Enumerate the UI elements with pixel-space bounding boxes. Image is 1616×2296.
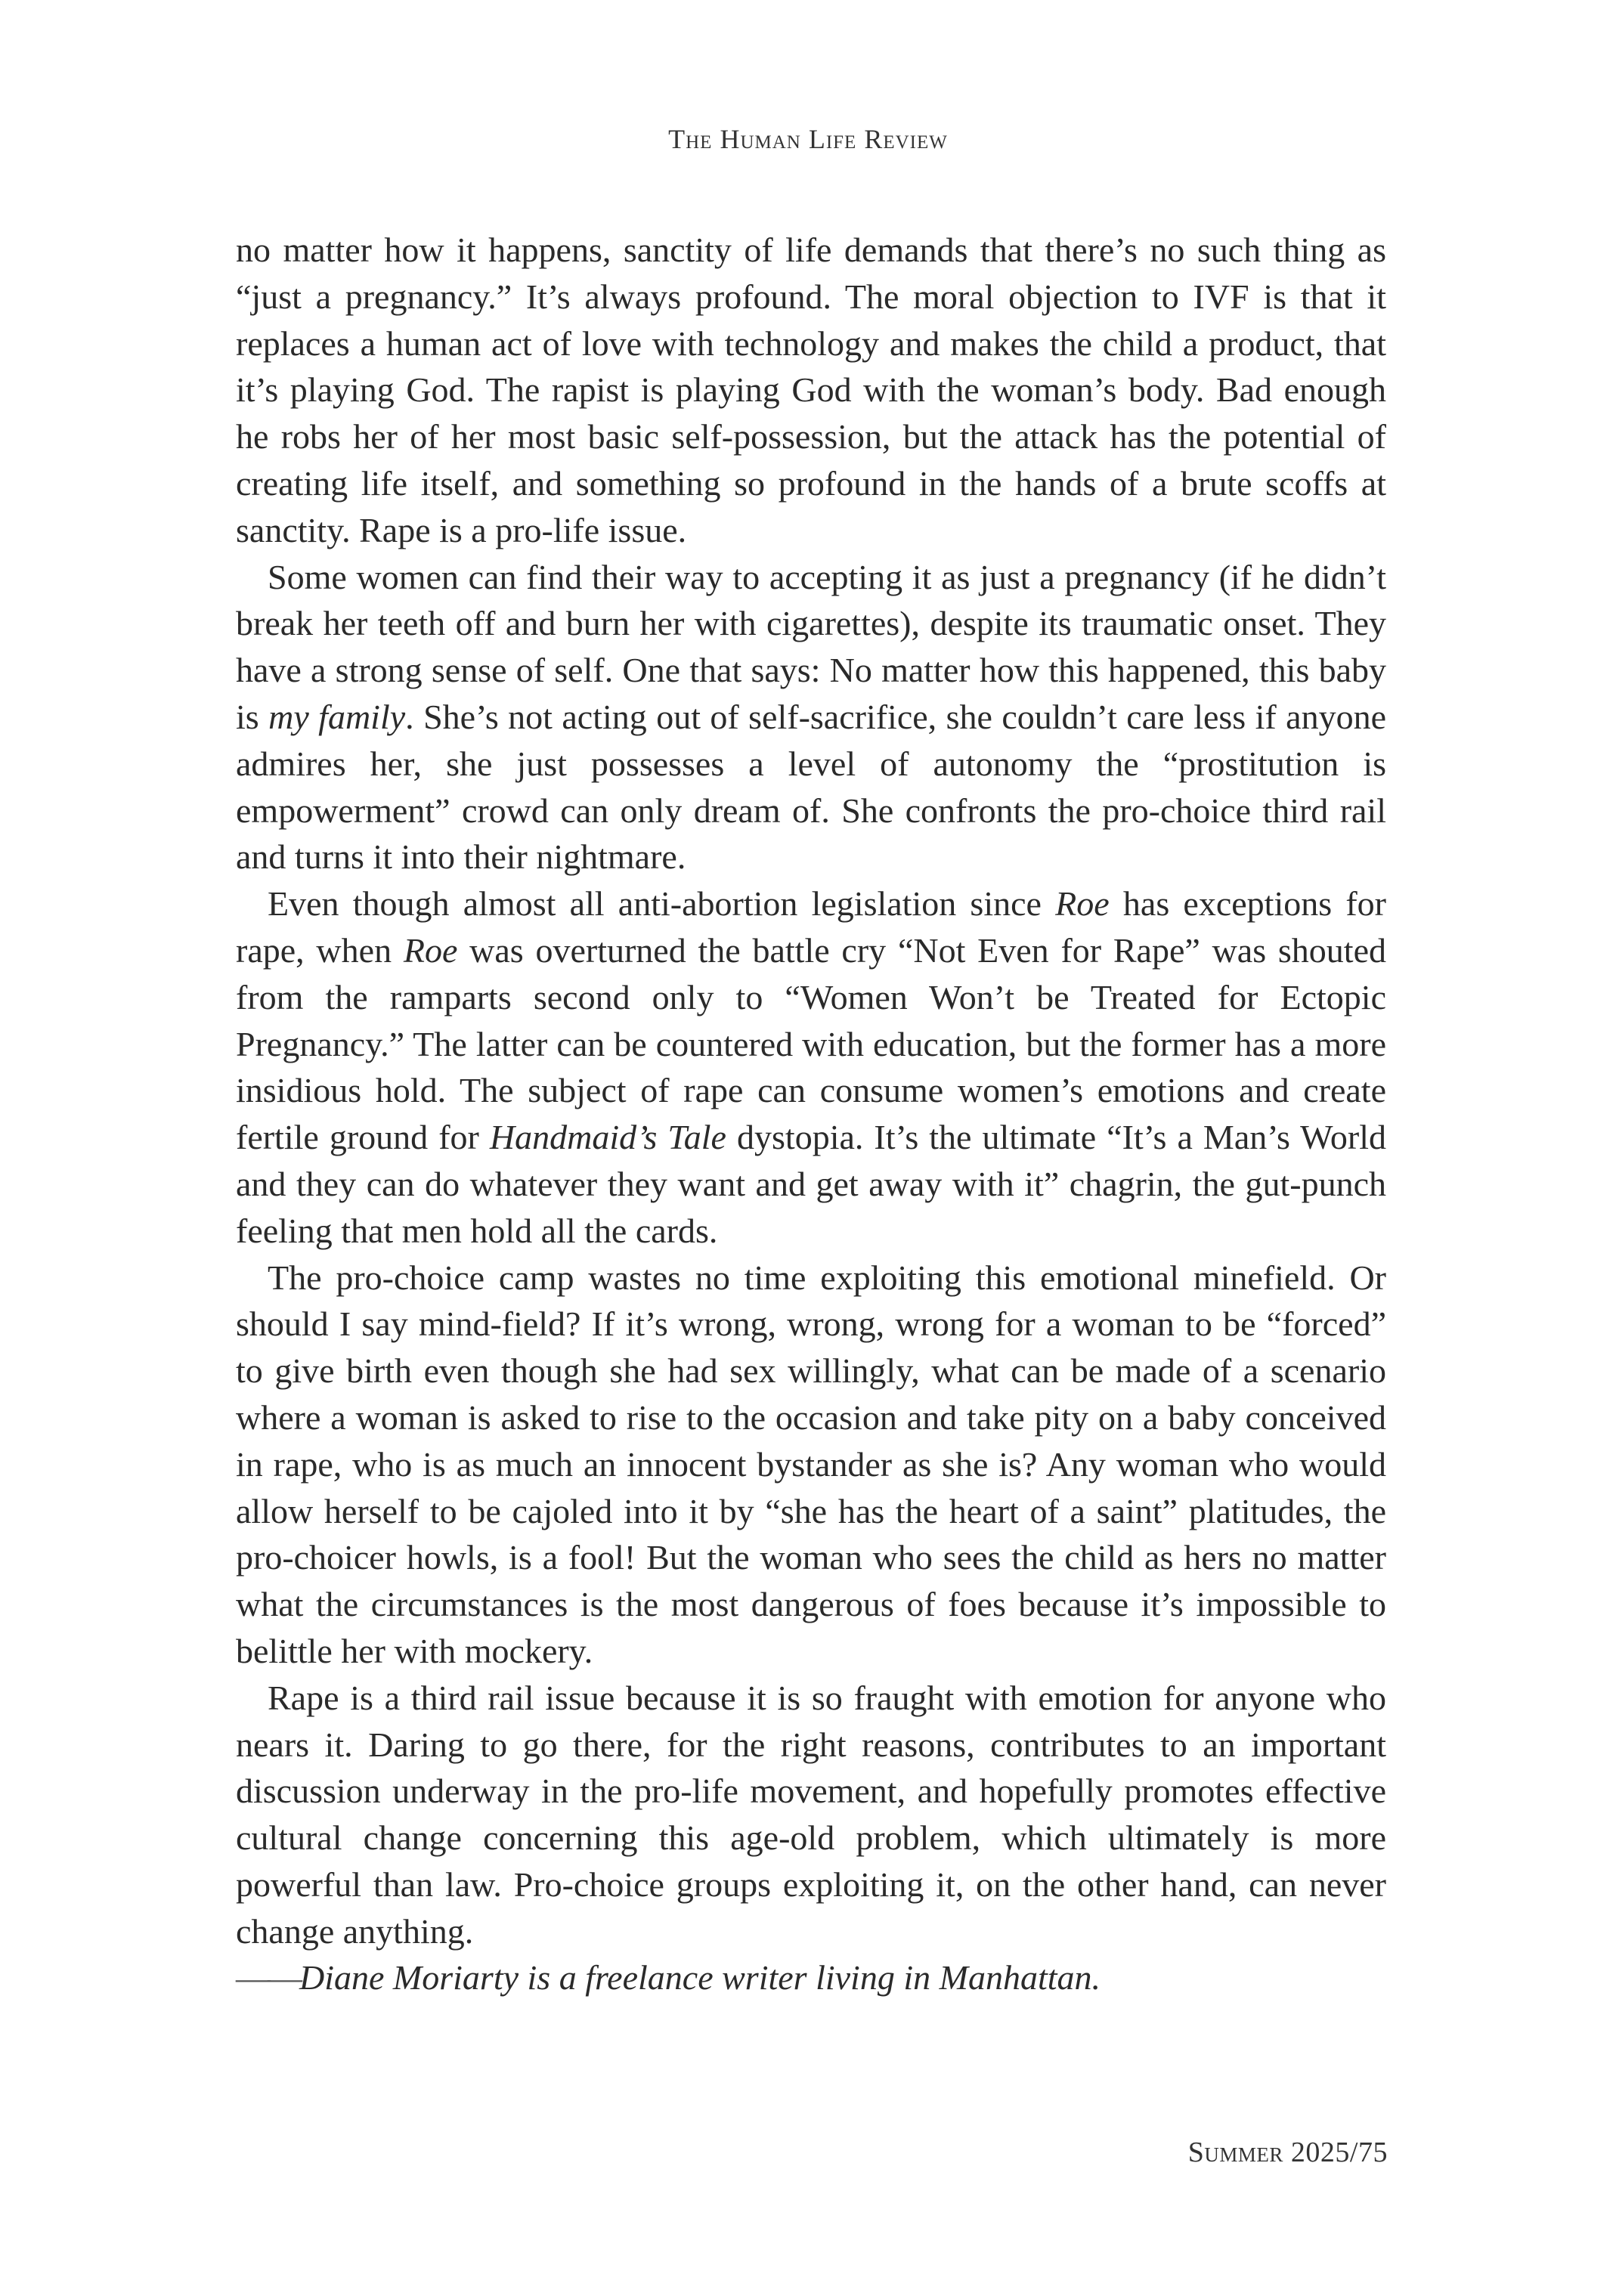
italic-text-segment: my family xyxy=(268,697,406,736)
text-segment: no matter how it happens, sanctity of life demands that there’s no such thing as “just a pregnancy.” It’s always profound. The moral objection to IVF is that it replaces a human act of love with technology and makes the child a product, that it’s playing God. The rapist is playing God with the woman’s body. Bad enough he robs her of her most basic self-possession, but the attack has the potential of creating life itself, and something so profound in the hands of a brute scoffs at sanctity. Rape is a pro-life issue. xyxy=(236,231,1386,549)
text-segment: Some women can find their way to accepting it as just a pregnancy (if he didn’t break her teeth off and burn her with cigarettes), despite its traumatic onset. They have a strong sense of self. One that says: No matter how this happened, this baby is xyxy=(236,557,1386,736)
text-segment: was overturned the battle cry “Not Even for Rape” was shouted from the ramparts second only to “Women Won’t be Treated for Ectopic Pregnancy.” The latter can be countered with education, but the former has a more insidious hold. The subject of rape can consume women’s emotions and create fertile ground for xyxy=(236,930,1386,1157)
paragraph xyxy=(236,880,1386,1254)
text-segment: Rape is a third rail issue because it is so fraught with emotion for anyone who nears it. Daring to go there, for the right reasons, contributes to an important discussion underway in the pro-life movement, and hopefully promotes effective cultural change concerning this age-old problem, which ultimately is more powerful than law. Pro-choice groups exploiting it, on the other hand, can never change anything. xyxy=(236,1678,1386,1951)
text-segment: dystopia. It’s the ultimate “It’s a Man’s World and they can do whatever they want and get away with it” chagrin, the gut-punch feeling that men hold all the cards. xyxy=(236,1118,1386,1250)
page-folio: Summer 2025/75 xyxy=(1187,2137,1388,2168)
text-segment: . She’s not acting out of self-sacrifice, she couldn’t care less if anyone admires her, she just possesses a level of autonomy the “prostitution is empowerment” crowd can only dream of. She confronts the pro-choice third rail and turns it into their nightmare. xyxy=(236,697,1386,877)
paragraph xyxy=(236,1675,1386,1955)
italic-text-segment: Roe xyxy=(403,930,458,970)
author-bio-line xyxy=(236,1954,1386,2001)
paragraph xyxy=(236,554,1386,881)
italic-text-segment: Roe xyxy=(1055,884,1110,924)
author-bio: Diane Moriarty is a freelance writer living in Manhattan. xyxy=(299,1958,1101,1997)
paragraph xyxy=(236,1255,1386,1675)
paragraph xyxy=(236,227,1386,554)
italic-text-segment: Handmaid’s Tale xyxy=(489,1118,726,1157)
text-segment: Even though almost all anti-abortion legislation since xyxy=(268,884,1056,924)
bio-dash: —— xyxy=(236,1958,299,1997)
running-head-title: The Human Life Review xyxy=(668,124,948,154)
text-segment: The pro-choice camp wastes no time exploiting this emotional minefield. Or should I say mind-field? If it’s wrong, wrong, wrong for a woman to be “forced” to give birth even though she had sex willingly, what can be made of a scenario where a woman is asked to rise to the occasion and take pity on a baby conceived in rape, who is as much an innocent bystander as she is? Any woman who would allow herself to be cajoled into it by “she has the heart of a saint” platitudes, the pro-choicer howls, is a fool! But the woman who sees the child as hers no matter what the circumstances is the most dangerous of foes because it’s impossible to belittle her with mockery. xyxy=(236,1258,1386,1670)
article-body xyxy=(236,227,1386,2001)
text-segment: has exceptions for rape, when xyxy=(236,884,1386,970)
